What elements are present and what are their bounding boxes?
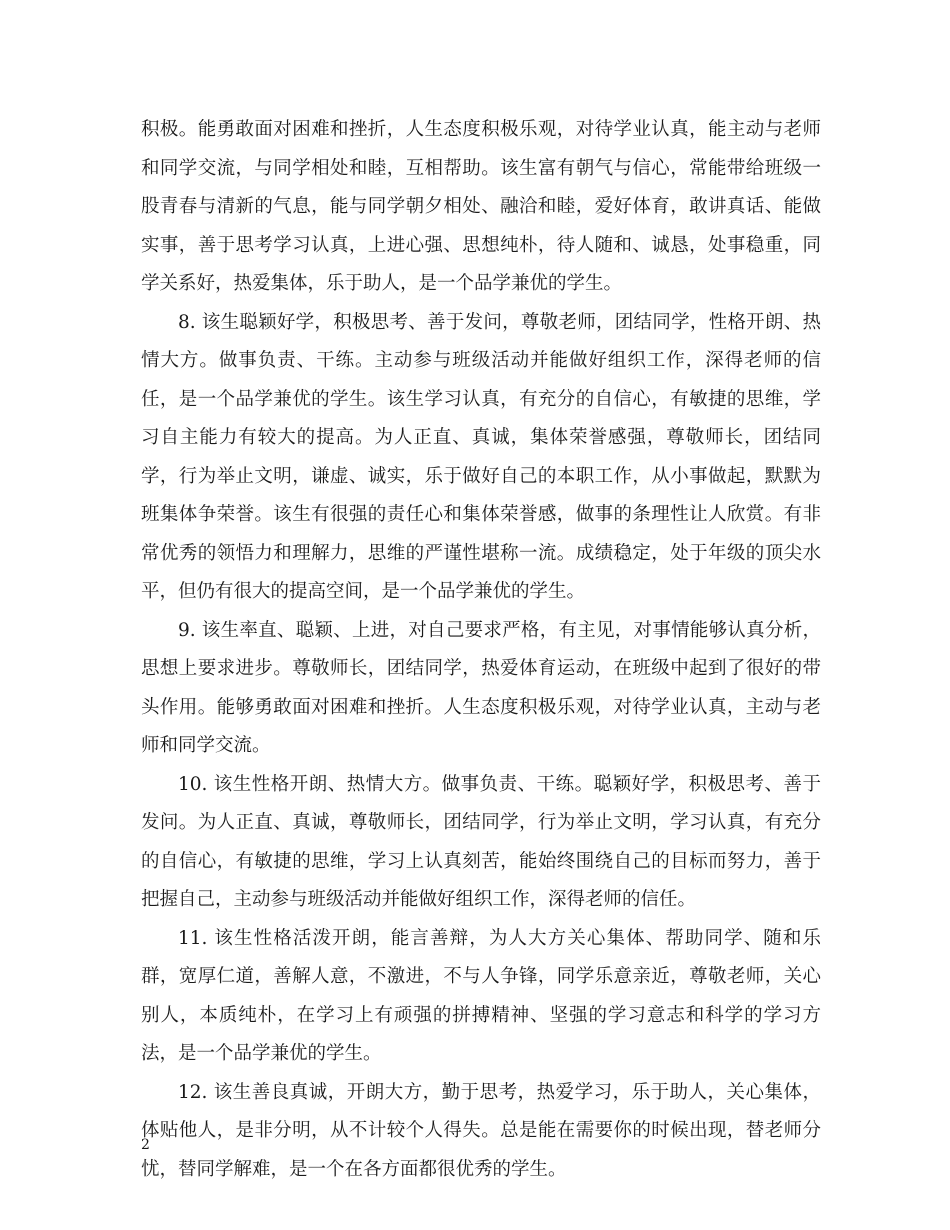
- paragraph-comment-12: 12. 该生善良真诚，开朗大方，勤于思考，热爱学习，乐于助人，关心集体，体贴他人，是非分明，从不计较个人得失。总是能在需要你的时候出现，替老师分忧，替同学解难，是一个在各方面都很优秀的学生。: [141, 1081, 821, 1180]
- paragraph-continuation: 积极。能勇敢面对困难和挫折，人生态度积极乐观，对待学业认真，能主动与老师和同学交流，与同学相处和睦，互相帮助。该生富有朝气与信心，常能带给班级一股青春与清新的气息，能与同学朝夕相处、融洽和睦，爱好体育，敢讲真话、能做实事，善于思考学习认真，上进心强、思想纯朴，待人随和、诚恳，处事稳重，同学关系好，热爱集体，乐于助人，是一个品学兼优的学生。: [141, 119, 821, 294]
- document-body: [141, 111, 821, 1189]
- paragraph-comment-8: 8. 该生聪颖好学，积极思考、善于发问，尊敬老师，团结同学，性格开朗、热情大方。做事负责、干练。主动参与班级活动并能做好组织工作，深得老师的信任，是一个品学兼优的学生。该生学习认真，有充分的自信心，有敏捷的思维，学习自主能力有较大的提高。为人正直、真诚，集体荣誉感强，尊敬师长，团结同学，行为举止文明，谦虚、诚实，乐于做好自己的本职工作，从小事做起，默默为班集体争荣誉。该生有很强的责任心和集体荣誉感，做事的条理性让人欣赏。有非常优秀的领悟力和理解力，思维的严谨性堪称一流。成绩稳定，处于年级的顶尖水平，但仍有很大的提高空间，是一个品学兼优的学生。: [141, 311, 821, 602]
- paragraph-comment-9: 9. 该生率直、聪颖、上进，对自己要求严格，有主见，对事情能够认真分析，思想上要求进步。尊敬师长，团结同学，热爱体育运动，在班级中起到了很好的带头作用。能够勇敢面对困难和挫折。人生态度积极乐观，对待学业认真，主动与老师和同学交流。: [141, 619, 821, 756]
- paragraph-comment-10: 10. 该生性格开朗、热情大方。做事负责、干练。聪颖好学，积极思考、善于发问。为人正直、真诚，尊敬师长，团结同学，行为举止文明，学习认真，有充分的自信心，有敏捷的思维，学习上认真刻苦，能始终围绕自己的目标而努力，善于把握自己，主动参与班级活动并能做好组织工作，深得老师的信任。: [141, 773, 821, 910]
- page-number: 2: [141, 1137, 150, 1153]
- paragraph-comment-11: 11. 该生性格活泼开朗，能言善辩，为人大方关心集体、帮助同学、随和乐群，宽厚仁道，善解人意，不激进，不与人争锋，同学乐意亲近，尊敬老师，关心别人，本质纯朴，在学习上有顽强的拼搏精神、坚强的学习意志和科学的学习方法，是一个品学兼优的学生。: [141, 927, 821, 1064]
